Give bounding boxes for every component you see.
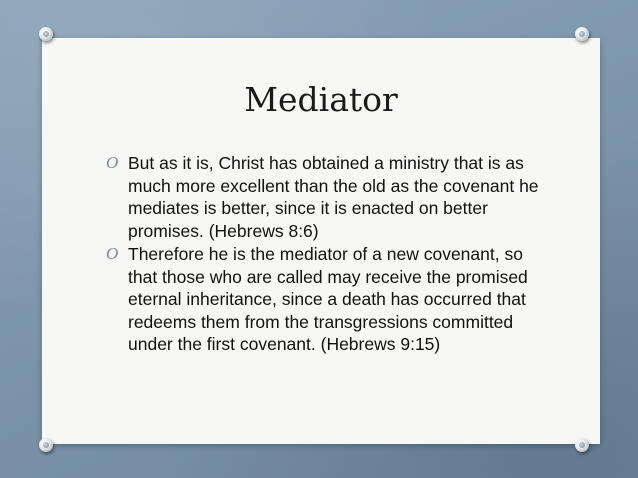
pushpin-icon <box>575 438 589 452</box>
bullet-marker: O <box>106 244 119 263</box>
pushpin-icon <box>575 27 589 41</box>
bullet-marker: O <box>106 153 119 172</box>
bullet-text: Therefore he is the mediator of a new covenant, so that those who are called may receive the promised eternal inheritance, since a death has occurred that redeems them from the transgressions committed under the first covenant. (Hebrews 9:15) <box>128 244 528 354</box>
bullet-item <box>106 243 546 356</box>
slide-title: Mediator <box>244 80 398 119</box>
bullet-text: But as it is, Christ has obtained a ministry that is as much more excellent than the old as the covenant he mediates is better, since it is enacted on better promises. (Hebrews 8:6) <box>128 153 539 241</box>
bullet-item <box>106 152 546 242</box>
bullet-list <box>106 152 546 357</box>
pushpin-icon <box>39 438 53 452</box>
pushpin-icon <box>39 27 53 41</box>
